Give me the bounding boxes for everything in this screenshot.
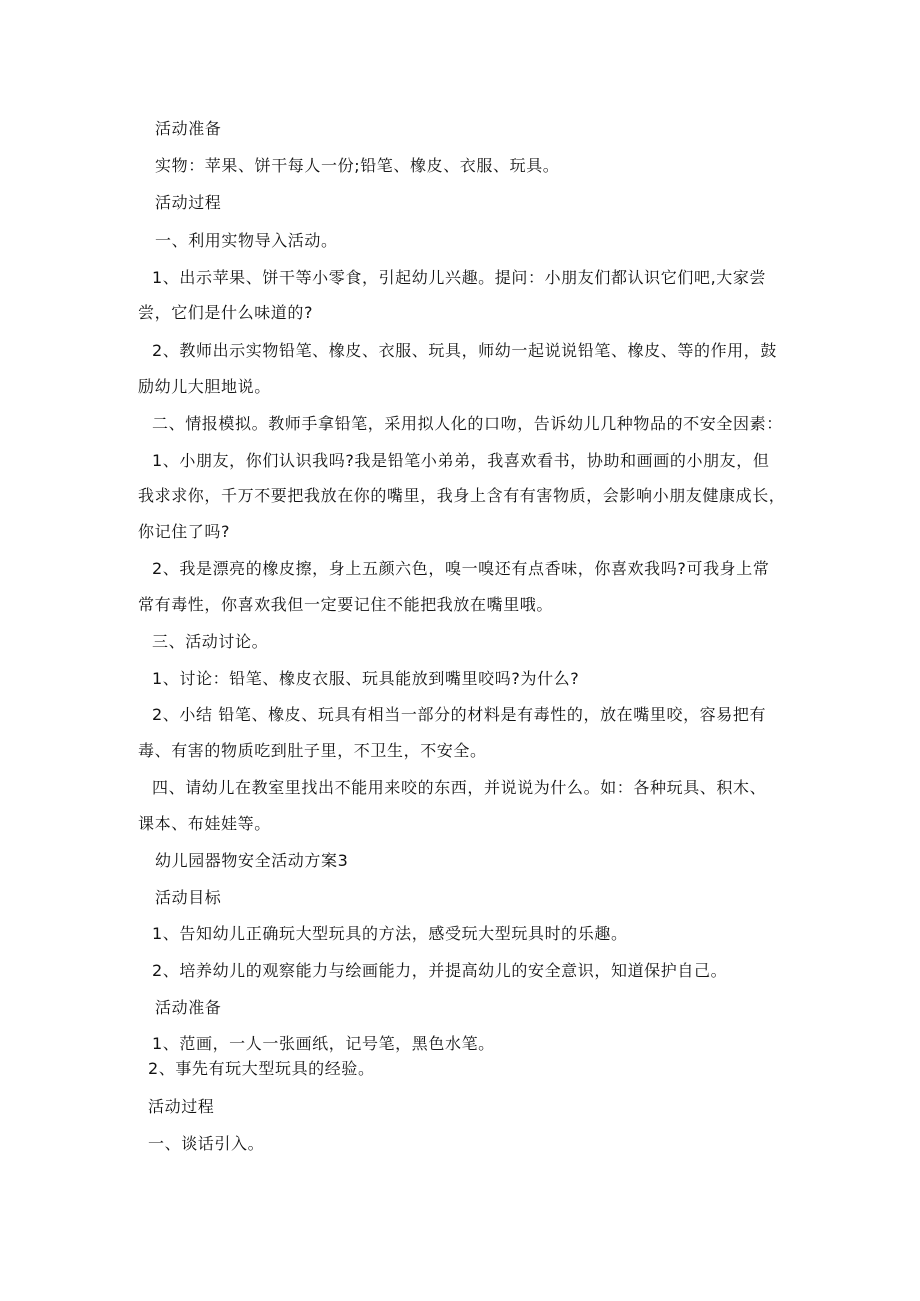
section-heading: 一、利用实物导入活动。 <box>155 231 338 250</box>
text-line: 1、告知幼儿正确玩大型玩具的方法，感受玩大型玩具时的乐趣。 <box>152 924 628 943</box>
heading-activity-process: 活动过程 <box>148 1097 215 1116</box>
text-line: 1、出示苹果、饼干等小零食，引起幼儿兴趣。提问：小朋友们都认识它们吧,大家尝 <box>152 268 767 287</box>
heading-activity-preparation: 活动准备 <box>155 998 222 1017</box>
text-line: 2、教师出示实物铅笔、橡皮、衣服、玩具，师幼一起说说铅笔、橡皮、等的作用，鼓 <box>152 341 777 360</box>
text-line: 课本、布娃娃等。 <box>138 814 271 833</box>
text-line: 实物：苹果、饼干每人一份;铅笔、橡皮、衣服、玩具。 <box>155 156 560 175</box>
text-line: 1、讨论：铅笔、橡皮衣服、玩具能放到嘴里咬吗?为什么? <box>152 669 580 688</box>
section-heading: 二、情报模拟。教师手拿铅笔，采用拟人化的口吻，告诉幼儿几种物品的不安全因素： <box>152 414 783 433</box>
text-line: 毒、有害的物质吃到肚子里，不卫生，不安全。 <box>138 741 487 760</box>
heading-activity-goals: 活动目标 <box>155 888 222 907</box>
text-line: 尝，它们是什么味道的? <box>138 303 314 322</box>
heading-activity-preparation: 活动准备 <box>155 119 222 138</box>
section-heading: 三、活动讨论。 <box>152 632 269 651</box>
text-line: 1、范画，一人一张画纸，记号笔，黑色水笔。 <box>152 1034 495 1053</box>
text-line: 2、小结 铅笔、橡皮、玩具有相当一部分的材料是有毒性的，放在嘴里咬，容易把有 <box>152 705 767 724</box>
text-line: 我求求你，千万不要把我放在你的嘴里，我身上含有有害物质，会影响小朋友健康成长， <box>138 486 786 505</box>
text-line: 你记住了吗? <box>138 522 231 541</box>
section-heading: 四、请幼儿在教室里找出不能用来咬的东西，并说说为什么。如：各种玩具、积木、 <box>152 778 767 797</box>
text-line: 2、我是漂亮的橡皮擦，身上五颜六色，嗅一嗅还有点香味，你喜欢我吗?可我身上常 <box>152 559 770 578</box>
document-title: 幼儿园器物安全活动方案3 <box>155 851 349 870</box>
text-line: 2、事先有玩大型玩具的经验。 <box>148 1059 375 1078</box>
text-line: 常有毒性，你喜欢我但一定要记住不能把我放在嘴里哦。 <box>138 595 554 614</box>
text-line: 2、培养幼儿的观察能力与绘画能力，并提高幼儿的安全意识，知道保护自己。 <box>152 961 728 980</box>
text-line: 励幼儿大胆地说。 <box>138 377 271 396</box>
section-heading: 一、谈话引入。 <box>148 1134 265 1153</box>
heading-activity-process: 活动过程 <box>155 193 222 212</box>
text-line: 1、小朋友，你们认识我吗?我是铅笔小弟弟，我喜欢看书，协助和画画的小朋友，但 <box>152 451 770 470</box>
